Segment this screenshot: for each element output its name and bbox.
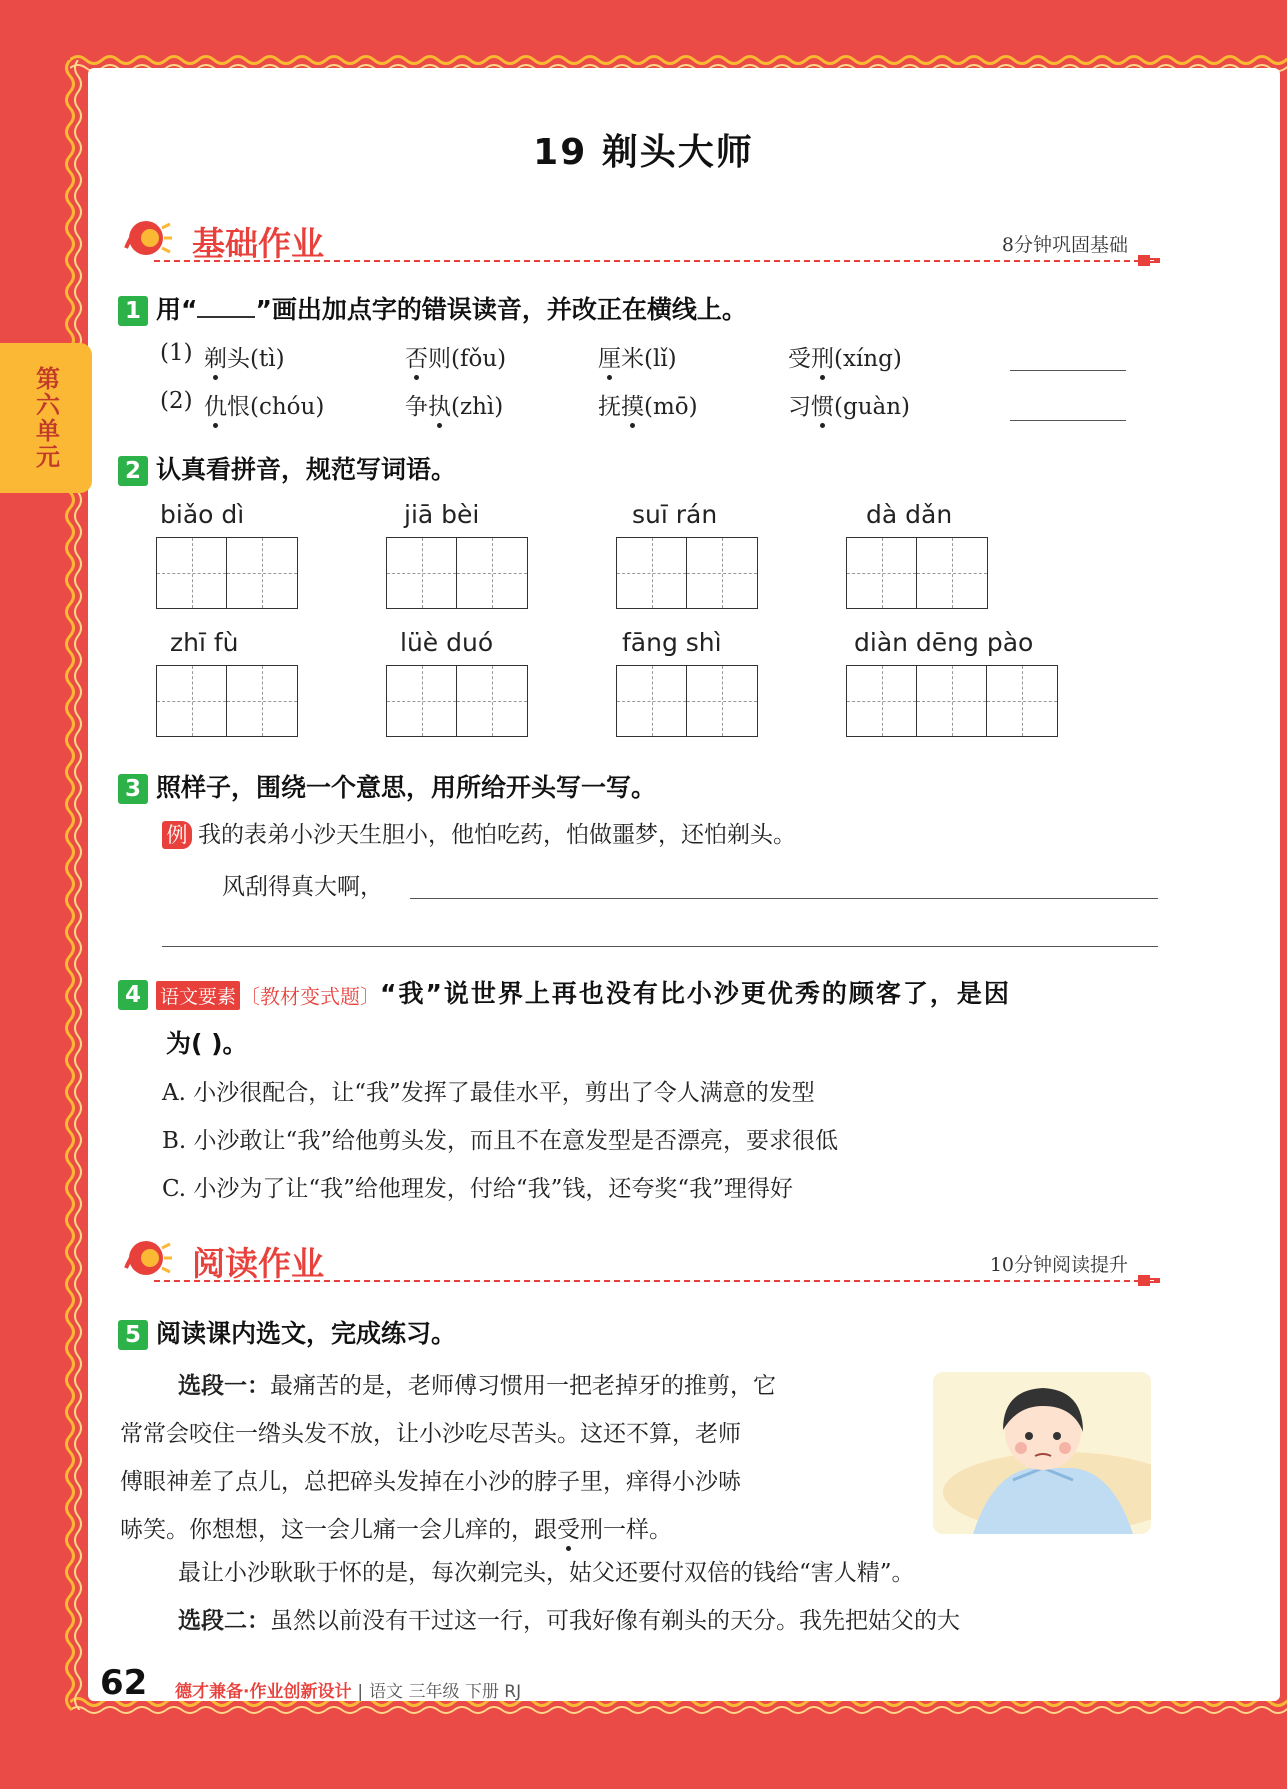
question-1-prompt: 1 用“ ”画出加点字的错误读音，并改正在横线上。 [118, 290, 747, 326]
sentence-start: 风刮得真大啊， [222, 874, 383, 900]
section-name-reading: 阅读作业 [192, 1244, 324, 1283]
item: 习惯(guàn) [788, 394, 911, 420]
element-tag: 语文要素 [156, 981, 240, 1010]
frame-wave-left [58, 60, 88, 1710]
bell-icon [120, 214, 172, 262]
question-4-prompt-cont: 为( )。 [166, 1029, 248, 1058]
answer-line[interactable] [1010, 370, 1126, 371]
question-number: 5 [118, 1320, 148, 1350]
section-rule [154, 1280, 1160, 1282]
variant-tag: 〔教材变式题〕 [240, 984, 381, 1009]
section-rule [154, 260, 1160, 262]
option-b[interactable]: B. 小沙敢让“我”给他剪头发，而且不在意发型是否漂亮，要求很低 [162, 1128, 839, 1154]
answer-line[interactable] [1010, 420, 1126, 421]
pinyin-label: zhī fù [170, 628, 239, 657]
pinyin-label: fāng shì [622, 628, 722, 657]
item: 仇恨(chóu) [204, 394, 325, 420]
footer-book-info: 语文 三年级 下册 RJ [369, 1682, 522, 1702]
question-number: 2 [118, 456, 148, 486]
option-c[interactable]: C. 小沙为了让“我”给他理发，付给“我”钱，还夸奖“我”理得好 [162, 1176, 793, 1202]
question-5-prompt: 5 阅读课内选文，完成练习。 [118, 1314, 456, 1350]
row-label: (2) [160, 388, 193, 414]
question-4-prompt: 4 语文要素 〔教材变式题〕“我”说世界上再也没有比小沙更优秀的顾客了，是因 [118, 974, 1168, 1010]
pinyin-label: jiā bèi [404, 500, 480, 529]
item: 否则(fǒu) [405, 346, 507, 372]
section-rule-endbar [1150, 258, 1160, 263]
question-number: 3 [118, 774, 148, 804]
unit-tab-label: 第六单元 [31, 366, 60, 470]
writing-grid[interactable] [156, 537, 298, 609]
question-2-prompt: 2 认真看拼音，规范写词语。 [118, 450, 456, 486]
passage-2: 选段二：虽然以前没有干过这一行，可我好像有剃头的天分。我先把姑父的大 [178, 1608, 960, 1634]
example-tag: 例 [162, 821, 192, 849]
section-name-basic: 基础作业 [192, 224, 324, 263]
section-header-reading [120, 1230, 1160, 1290]
lesson-title: 19 剃头大师 [533, 132, 754, 173]
passage-1: 选段一：最痛苦的是，老师傅习惯用一把老掉牙的推剪，它 常常会咬住一绺头发不放，让小沙吃尽苦头。这还不算，老师 傅眼神差了点儿，总把碎头发掉在小沙的脖子里，痒得小沙哧 哧笑。你想想，这一会儿痛一会儿痒的，跟受刑一样。 [120, 1373, 776, 1543]
footer-info: 德才兼备·作业创新设计 | 语文 三年级 下册 RJ [175, 1682, 522, 1702]
bell-icon [120, 1234, 172, 1282]
writing-grid[interactable] [846, 537, 988, 609]
answer-line[interactable] [162, 946, 1158, 947]
section-rule-end [1138, 255, 1150, 266]
question-number: 1 [118, 296, 148, 326]
passage-1-para-2: 最让小沙耿耿于怀的是，每次剃完头，姑父还要付双倍的钱给“害人精”。 [178, 1560, 915, 1586]
writing-grid[interactable] [616, 537, 758, 609]
section-note-basic: 8分钟巩固基础 [1001, 234, 1128, 256]
page-number: 62 [100, 1663, 148, 1703]
question-1-items [160, 340, 1120, 440]
example-sentence: 例 我的表弟小沙天生胆小，他怕吃药，怕做噩梦，还怕剃头。 [162, 816, 796, 849]
underline-sample [197, 296, 255, 318]
footer-brand: 德才兼备·作业创新设计 [175, 1682, 352, 1702]
writing-grid[interactable] [386, 537, 528, 609]
writing-grid[interactable] [156, 665, 298, 737]
option-a[interactable]: A. 小沙很配合，让“我”发挥了最佳水平，剪出了令人满意的发型 [162, 1080, 815, 1106]
row-label: (1) [160, 340, 193, 366]
passage-label: 选段二： [178, 1608, 270, 1634]
pinyin-label: biǎo dì [160, 500, 245, 529]
writing-grid[interactable] [386, 665, 528, 737]
section-rule-endbar [1150, 1278, 1160, 1283]
item: 受刑(xíng) [788, 346, 902, 372]
question-number: 4 [118, 980, 148, 1010]
pinyin-label: dà dǎn [866, 500, 953, 529]
section-header-basic [120, 210, 1160, 270]
answer-line[interactable] [410, 898, 1158, 899]
section-note-reading: 10分钟阅读提升 [989, 1254, 1128, 1276]
writing-grid[interactable] [616, 665, 758, 737]
pinyin-label: suī rán [632, 500, 718, 529]
item: 抚摸(mō) [598, 394, 698, 420]
passage-label: 选段一： [178, 1373, 270, 1399]
item: 争执(zhì) [405, 394, 504, 420]
pinyin-label: lüè duó [400, 628, 494, 657]
item: 剃头(tì) [204, 346, 285, 372]
pinyin-label: diàn dēng pào [854, 628, 1034, 657]
writing-grid[interactable] [846, 665, 1058, 737]
unit-tab [0, 343, 92, 493]
boy-haircut-illustration [933, 1372, 1151, 1534]
question-3-prompt: 3 照样子，围绕一个意思，用所给开头写一写。 [118, 768, 656, 804]
section-rule-end [1138, 1275, 1150, 1286]
item: 厘米(lǐ) [598, 346, 677, 372]
